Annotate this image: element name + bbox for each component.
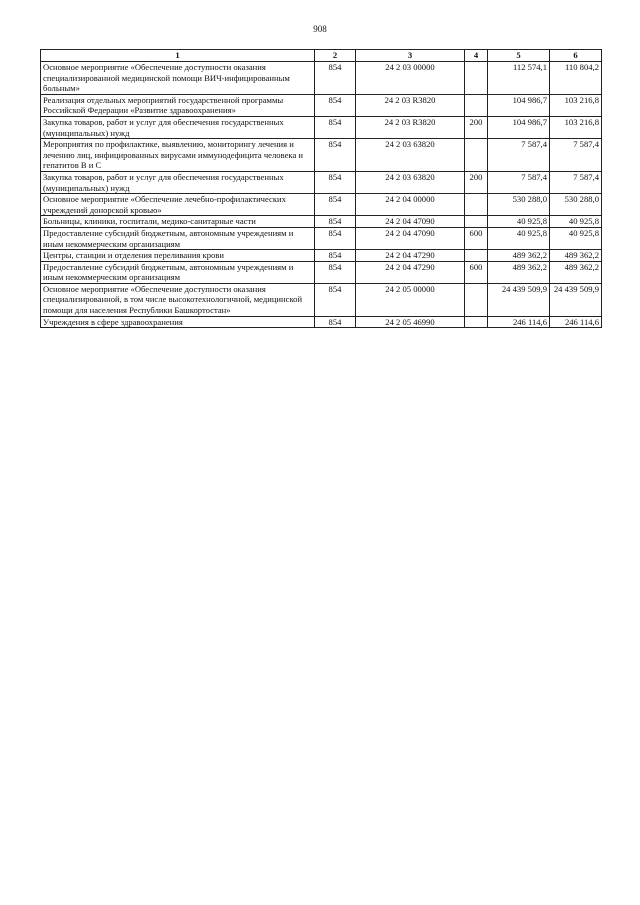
header-cell-5: 5 [488,50,550,62]
row-code-cell: 854 [315,62,356,95]
row-name-cell: Основное мероприятие «Обеспечение лечебно-профилактических учреждений донорской кровью» [41,194,315,216]
row-target-code-cell: 24 2 05 46990 [356,316,465,328]
row-expense-type-cell: 200 [465,171,488,193]
row-expense-type-cell: 200 [465,116,488,138]
row-target-code-cell: 24 2 04 47290 [356,250,465,262]
row-amount-2-cell: 110 804,2 [550,62,602,95]
row-expense-type-cell [465,94,488,116]
row-target-code-cell: 24 2 03 00000 [356,62,465,95]
row-code-cell: 854 [315,139,356,172]
row-name-cell: Основное мероприятие «Обеспечение доступности оказания специализированной медицинской помощи ВИЧ-инфицированным больным» [41,62,315,95]
row-name-cell: Мероприятия по профилактике, выявлению, мониторингу лечения и лечению лиц, инфицированных вирусами иммунодефицита человека и гепатитов В и С [41,139,315,172]
table-row [41,283,602,316]
row-code-cell: 854 [315,94,356,116]
row-name-cell: Закупка товаров, работ и услуг для обеспечения государственных (муниципальных) нужд [41,116,315,138]
row-code-cell: 854 [315,194,356,216]
row-expense-type-cell [465,283,488,316]
row-amount-1-cell: 40 925,8 [488,216,550,228]
row-amount-1-cell: 40 925,8 [488,227,550,249]
header-cell-1: 1 [41,50,315,62]
row-amount-2-cell: 489 362,2 [550,261,602,283]
row-name-cell: Больницы, клиники, госпитали, медико-санитарные части [41,216,315,228]
row-target-code-cell: 24 2 05 00000 [356,283,465,316]
table-row [41,171,602,193]
row-amount-1-cell: 104 986,7 [488,116,550,138]
table-row [41,250,602,262]
row-code-cell: 854 [315,283,356,316]
row-expense-type-cell: 600 [465,261,488,283]
header-cell-3: 3 [356,50,465,62]
row-target-code-cell: 24 2 03 R3820 [356,94,465,116]
row-target-code-cell: 24 2 04 47290 [356,261,465,283]
row-amount-1-cell: 246 114,6 [488,316,550,328]
row-code-cell: 854 [315,316,356,328]
row-code-cell: 854 [315,227,356,249]
row-code-cell: 854 [315,216,356,228]
row-amount-1-cell: 530 288,0 [488,194,550,216]
page-number: 908 [313,24,327,34]
row-code-cell: 854 [315,171,356,193]
row-amount-2-cell: 24 439 509,9 [550,283,602,316]
row-amount-2-cell: 489 362,2 [550,250,602,262]
row-amount-1-cell: 7 587,4 [488,139,550,172]
table-row [41,94,602,116]
row-amount-2-cell: 246 114,6 [550,316,602,328]
table-row [41,62,602,95]
row-amount-1-cell: 7 587,4 [488,171,550,193]
row-expense-type-cell [465,62,488,95]
row-amount-2-cell: 103 216,8 [550,94,602,116]
row-code-cell: 854 [315,116,356,138]
row-expense-type-cell: 600 [465,227,488,249]
row-amount-1-cell: 112 574,1 [488,62,550,95]
row-expense-type-cell [465,250,488,262]
row-expense-type-cell [465,194,488,216]
header-cell-6: 6 [550,50,602,62]
row-expense-type-cell [465,316,488,328]
row-amount-1-cell: 24 439 509,9 [488,283,550,316]
table-row [41,139,602,172]
row-name-cell: Предоставление субсидий бюджетным, автономным учреждениям и иным некоммерческим организациям [41,227,315,249]
row-amount-2-cell: 7 587,4 [550,139,602,172]
row-target-code-cell: 24 2 03 63820 [356,171,465,193]
row-name-cell: Реализация отдельных мероприятий государственной программы Российской Федерации «Развитие здравоохранения» [41,94,315,116]
row-amount-1-cell: 104 986,7 [488,94,550,116]
row-amount-1-cell: 489 362,2 [488,250,550,262]
table-row [41,316,602,328]
table-row [41,194,602,216]
row-target-code-cell: 24 2 04 47090 [356,216,465,228]
row-expense-type-cell [465,216,488,228]
table-row [41,216,602,228]
row-name-cell: Предоставление субсидий бюджетным, автономным учреждениям и иным некоммерческим организациям [41,261,315,283]
row-amount-1-cell: 489 362,2 [488,261,550,283]
row-target-code-cell: 24 2 04 47090 [356,227,465,249]
header-cell-4: 4 [465,50,488,62]
row-amount-2-cell: 40 925,8 [550,216,602,228]
budget-table [40,49,602,328]
row-name-cell: Центры, станции и отделения переливания крови [41,250,315,262]
row-code-cell: 854 [315,261,356,283]
row-name-cell: Закупка товаров, работ и услуг для обеспечения государственных (муниципальных) нужд [41,171,315,193]
row-target-code-cell: 24 2 04 00000 [356,194,465,216]
row-expense-type-cell [465,139,488,172]
table-row [41,261,602,283]
row-amount-2-cell: 103 216,8 [550,116,602,138]
row-amount-2-cell: 40 925,8 [550,227,602,249]
row-amount-2-cell: 7 587,4 [550,171,602,193]
row-name-cell: Учреждения в сфере здравоохранения [41,316,315,328]
row-amount-2-cell: 530 288,0 [550,194,602,216]
row-target-code-cell: 24 2 03 R3820 [356,116,465,138]
header-cell-2: 2 [315,50,356,62]
row-code-cell: 854 [315,250,356,262]
table-row [41,116,602,138]
header-row [41,50,602,62]
table-row [41,227,602,249]
row-name-cell: Основное мероприятие «Обеспечение доступности оказания специализированной, в том числе высокотехнологичной, медицинской помощи для населения Республики Башкортостан» [41,283,315,316]
row-target-code-cell: 24 2 03 63820 [356,139,465,172]
